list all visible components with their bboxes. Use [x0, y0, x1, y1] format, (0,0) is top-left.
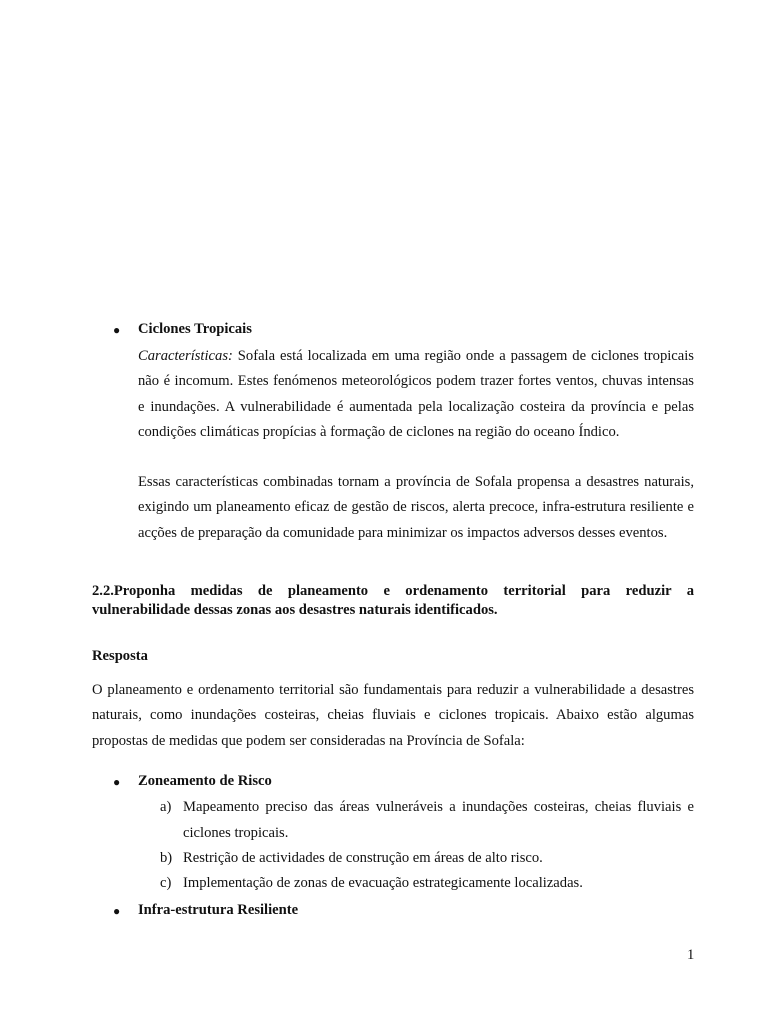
- list-item-marker: c): [160, 875, 172, 891]
- list-item-marker: b): [160, 850, 173, 866]
- characteristics-label: Características:: [138, 348, 233, 364]
- bullet-icon: ●: [113, 775, 121, 789]
- summary-text: Essas características combinadas tornam a província de Sofala propensa a desastres naturais, exigindo um planeamento eficaz de gestão de riscos, alerta precoce, infra-estrutura resiliente e acções de preparação da comunidade para minimizar os impactos adversos desses eventos.: [138, 474, 694, 541]
- question-line-1: 2.2.Proponha medidas de planeamento e ordenamento territorial para reduzir a: [92, 583, 694, 599]
- characteristics-text: Sofala está localizada em uma região onde a passagem de ciclones tropicais não é incomum. Estes fenómenos meteorológicos podem trazer fortes ventos, chuvas intensas e inundações. A vulnerabilidade é aumentada pela localização costeira da província e pelas condições climáticas propícias à formação de ciclones na região do oceano Índico.: [138, 348, 694, 440]
- section-title-zoning: Zoneamento de Risco: [138, 773, 272, 789]
- answer-intro-text: O planeamento e ordenamento territorial são fundamentais para reduzir a vulnerabilidade a desastres naturais, como inundações costeiras, cheias fluviais e ciclones tropicais. Abaixo estão algumas propostas de medidas que podem ser consideradas na Província de Sofala:: [92, 682, 694, 749]
- cyclones-summary-paragraph: [138, 470, 694, 546]
- answer-intro-paragraph: [92, 678, 694, 754]
- list-item-text: Implementação de zonas de evacuação estrategicamente localizadas.: [183, 875, 583, 891]
- question-line-2: vulnerabilidade dessas zonas aos desastres naturais identificados.: [92, 602, 498, 618]
- list-item-marker: a): [160, 799, 172, 815]
- list-item-text: Restrição de actividades de construção em áreas de alto risco.: [183, 850, 543, 866]
- section-title-infrastructure: Infra-estrutura Resiliente: [138, 902, 299, 918]
- page-number: 1: [687, 947, 695, 963]
- cyclones-characteristics-paragraph: [138, 344, 694, 445]
- section-title-cyclones: Ciclones Tropicais: [138, 321, 252, 337]
- list-item-text: Mapeamento preciso das áreas vulneráveis a inundações costeiras, cheias fluviais e ciclones tropicais.: [183, 799, 694, 841]
- bullet-icon: ●: [113, 323, 121, 337]
- answer-heading: Resposta: [92, 648, 148, 664]
- bullet-icon: ●: [113, 904, 121, 918]
